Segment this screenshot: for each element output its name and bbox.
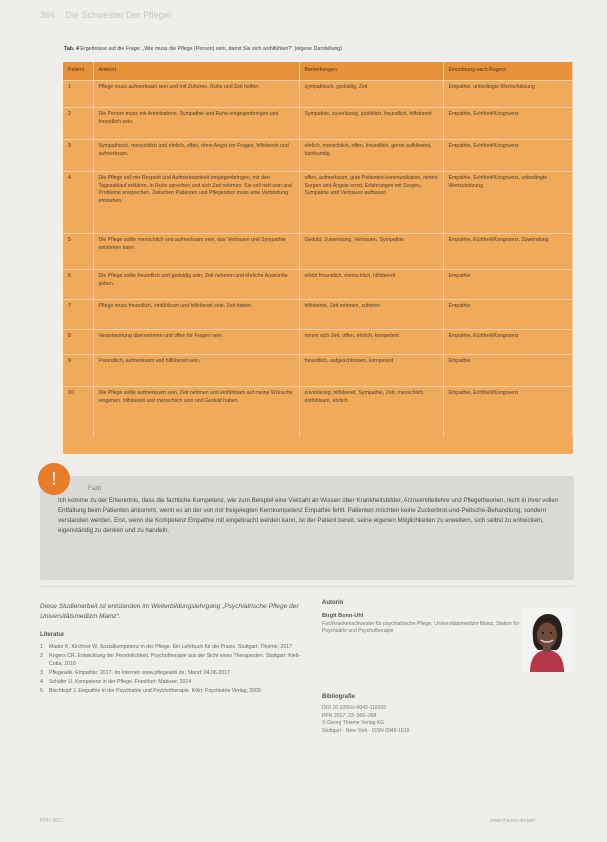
cell-bemerkungen: sympathisch, geduldig, Zeit (299, 81, 443, 108)
cell-einordnung: Empathie, Echtheit/Kongruenz, Zuwendung (443, 234, 573, 270)
table-row (63, 330, 573, 355)
cell-einordnung: Empathie, Echtheit/Kongruenz (443, 108, 573, 140)
cell-patient: 4 (63, 172, 93, 234)
cell-einordnung: Empathie (443, 355, 573, 387)
cell-antwort: Freundlich, aufmerksam und hilfsbereit sein. (93, 355, 299, 387)
reference-text: Mader K, Kirchner W, Sozialkompetenz in der Pflege. Ein Lehrbuch für die Praxis. Stuttgart: Thieme; 2017 (49, 644, 292, 650)
cell-bemerkungen: zuverlässig, hilfsbereit, Sympathie, Zeit, menschlich, einfühlsam, ehrlich (299, 387, 443, 437)
cell-patient: 5 (63, 234, 93, 270)
cell-patient: 6 (63, 270, 93, 300)
bib-line: DOI 10.1055/s-0043-118310 (322, 705, 387, 711)
table-row (63, 270, 573, 300)
bibliografie-heading: Bibliografie (322, 694, 356, 700)
fazit-text: Ich komme zu der Erkenntnis, dass die fachliche Kompetenz, wie zum Beispiel eine Vielzahl an Wissen über Krankheitsbilder, Arzneimittellehre und Pflegetheorien, nicht in ihrer vollen Entfaltung beim Patienten ankommt, wenn es an der von mir freigelegten Kernkompetenz Empathie fehlt. Patienten möchten keine Zuckerbrot-und-Peitsche-Behandlung, sondern verstanden werden. Erst, wenn die Kompetenz Empathie mit eingebracht werden kann, ist der Patient bereit, seine eigenen Möglichkeiten zu erweitern, sich selbst zu entwickeln, eigenständig zu denken und zu handeln. (58, 497, 559, 535)
table-row (63, 234, 573, 270)
cell-antwort: Die Pflege sollte freundlich und geduldig sein, Zeit nehmen und ehrliche Auskünfte geben. (93, 270, 299, 300)
list-item: 4 Schäfer U. Kompetenz in der Pflege. Frankfurt: Mabuse; 2014 (40, 678, 192, 685)
header-antwort: Antwort (93, 62, 299, 81)
cell-patient: 8 (63, 330, 93, 355)
reference-text: Bischkopf J. Empathie in der Psychiatrie und Psychotherapie. Köln: Psychiatrie Verlag; 2009 (49, 687, 261, 694)
header-bemerkungen: Bemerkungen (299, 62, 443, 81)
bibliografie-block (322, 705, 522, 736)
header-patient: Patient (63, 62, 93, 81)
cell-patient: 9 (63, 355, 93, 387)
table-row (63, 355, 573, 387)
cell-einordnung: Empathie, Echtheit/Kongruenz, unbedingte Wertschätzung (443, 172, 573, 234)
table-row (63, 108, 573, 140)
list-item: 2 Rogers CR. Entwicklung der Persönlichkeit. Psychotherapie aus der Sicht eines Therapeuten. Stuttgart: Klett-Cotta; 2016 (40, 653, 301, 667)
list-item: 5 Bischkopf J. Empathie in der Psychiatrie und Psychotherapie. Köln: Psychiatrie Verlag; 2009 (40, 687, 261, 694)
page-number: 366 (40, 10, 56, 20)
autorin-heading: Autorin (322, 600, 344, 606)
running-header (40, 10, 172, 20)
cell-einordnung: Empathie, Echtheit/Kongruenz (443, 387, 573, 437)
cell-antwort: Die Pflege soll mir Respekt und Aufmerksamkeit entgegenbringen, mir den Tagesablauf erklären, in Ruhe sprechen und sich Zeit nehmen. Sie soll nett sein und Probleme ansprechen. Zwischen Patienten und Pflegenden muss eine Verbindung entstehen. (93, 172, 299, 234)
cell-antwort: Die Pflege sollte menschlich und aufmerksam sein, das Vertrauen und Sympathie entstehen kann. (93, 234, 299, 270)
cell-antwort: Verantwortung übernehmen und offen für Fragen sein. (93, 330, 299, 355)
literatur-heading: Literatur (40, 632, 65, 638)
footer-right: www.thieme.de/pph (490, 818, 536, 824)
fazit-box (40, 476, 574, 580)
fazit-title: Fazit (88, 486, 102, 492)
cell-patient: 10 (63, 387, 93, 437)
cell-antwort: Die Person muss mir Anteilnahme, Sympathie und Ruhe entgegenbringen und freundlich sein. (93, 108, 299, 140)
table-caption-label: Tab. 4 (64, 46, 79, 52)
cell-bemerkungen: ehrlich, menschlich, offen, freundlich, gerne aufklärend, fachkundig (299, 140, 443, 172)
author-portrait-icon (522, 608, 572, 672)
cell-einordnung: Empathie, Echtheit/Kongruenz (443, 140, 573, 172)
cell-patient: 2 (63, 108, 93, 140)
author-photo (522, 608, 572, 672)
exclamation-icon: ! (38, 463, 70, 495)
cell-einordnung: Empathie, Echtheit/Kongruenz (443, 330, 573, 355)
table-row (63, 300, 573, 330)
table-row (63, 81, 573, 108)
table-row (63, 387, 573, 437)
cell-bemerkungen: hilfsbereit, Zeit nehmen, zuhören (299, 300, 443, 330)
cell-bemerkungen: Sympathie, zuverlässig, pünktlich, freundlich, hilfsbereit (299, 108, 443, 140)
results-table-panel (63, 62, 573, 454)
footer-left: PPH 2017 (40, 818, 64, 824)
list-item: 1 Mader K, Kirchner W, Sozialkompetenz in der Pflege. Ein Lehrbuch für die Praxis. Stuttgart: Thieme; 2017 (40, 644, 292, 650)
table-header-row (63, 62, 573, 81)
cell-bemerkungen: freundlich, aufgeschlossen, kompetent (299, 355, 443, 387)
cell-einordnung: Empathie, unbedingte Wertschätzung (443, 81, 573, 108)
cell-patient: 3 (63, 140, 93, 172)
cell-bemerkungen: offen, aufmerksam, gute Patienten-kommunikation, nimmt Sorgen und Ängste ernst, Erfahrungen mit Sorgen, Sympathie und Vertrauen aufbauen (299, 172, 443, 234)
table-row (63, 140, 573, 172)
section-divider (40, 586, 574, 587)
table-caption-text: Ergebnisse auf die Frage: „Wie muss die Pflege (Person) sein, damit Sie sich wohlfühlen?“ (eigene Darstellung) (80, 46, 343, 52)
literatur-list (40, 644, 302, 697)
reference-text: Schäfer U. Kompetenz in der Pflege. Frankfurt: Mabuse; 2014 (49, 678, 192, 685)
bib-line: © Georg Thieme Verlag KG (322, 720, 385, 727)
results-table (63, 62, 573, 437)
reference-text: Rogers CR. Entwicklung der Persönlichkeit. Psychotherapie aus der Sicht eines Therapeuten. Stuttgart: Klett-Cotta; 2016 (49, 653, 301, 667)
table-caption (64, 46, 574, 52)
cell-einordnung: Empathie (443, 300, 573, 330)
cell-antwort: Pflege muss aufmerksam sein und mit Zuhören, Ruhe und Zeit helfen. (93, 81, 299, 108)
cell-patient: 7 (63, 300, 93, 330)
cell-antwort: Sympathisch, menschlich und ehrlich, offen, ohne Angst vor Fragen, hilfsbereit und aufmerksam. (93, 140, 299, 172)
cell-antwort: Pflege muss freundlich, einfühlsam und hilfsbereit sein, Zeit haben. (93, 300, 299, 330)
cell-antwort: Die Pflege sollte aufmerksam sein, Zeit nehmen und einfühlsam auf meine Wünsche eingehen, hilfsbereit und menschlich sein und Geduld haben. (93, 387, 299, 437)
cell-einordnung: Empathie (443, 270, 573, 300)
author-affiliation: Fachkrankenschwester für psychiatrische Pflege, Universitätsmedizin Mainz, Station für Psychiatrie und Psychotherapie (322, 621, 520, 635)
list-item: 3 Pflegewiki. Empathie; 2017. Im Internet: www.pflegewiki.de; Stand: 04.06.2017 (40, 669, 230, 676)
table-row (63, 172, 573, 234)
study-note: Diese Studienarbeit ist entstanden im Weiterbildungslehrgang „Psychiatrische Pflege der Universitätsmedizin Mainz“. (40, 603, 299, 620)
author-name: Birgit Bonn-Uhl (322, 613, 364, 619)
reference-text: Pflegewiki. Empathie; 2017. Im Internet: www.pflegewiki.de; Stand: 04.06.2017 (49, 669, 230, 676)
bib-line: PPH 2017; 23: 366–368 (322, 712, 377, 719)
header-einordnung: Einordnung nach Rogers (443, 62, 573, 81)
bib-line: Stuttgart · New York · ISSN 0949-1619 (322, 727, 410, 734)
cell-bemerkungen: Geduld, Zuwendung, Vertrauen, Sympathie (299, 234, 443, 270)
running-title: Die Schwester Der Pfleger (65, 10, 172, 20)
cell-bemerkungen: erlebt freundlich, menschlich, hilfsbereit (299, 270, 443, 300)
cell-bemerkungen: nimmt sich Zeit, offen, ehrlich, kompetent (299, 330, 443, 355)
cell-patient: 1 (63, 81, 93, 108)
